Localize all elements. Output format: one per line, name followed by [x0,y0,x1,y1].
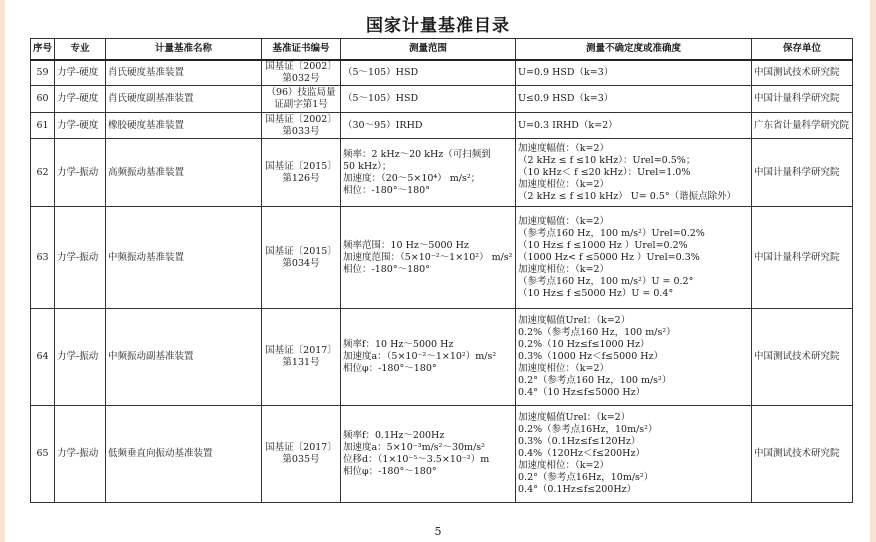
row-range [341,309,516,406]
row-range-line: 频率范围：10 Hz～5000 Hz [343,239,469,251]
row-cert [262,309,341,406]
row-custodian: 中国计量科学研究院 [752,139,853,207]
row-cert [262,207,341,309]
table-row [31,207,853,309]
row-field: 力学-硬度 [55,113,106,139]
row-cert-line: 第035号 [282,454,320,465]
page-edge-left [0,0,5,542]
row-uncertainty [516,113,752,139]
header-unit: 保存单位 [752,39,853,61]
row-cert-line: 国基证〔2002〕 [265,61,337,72]
row-number: 62 [31,139,55,207]
table-row [31,86,853,113]
row-number: 61 [31,113,55,139]
row-uncertainty-line: 0.4%（120Hz＜f≤200Hz） [518,448,645,459]
row-field: 力学-硬度 [55,60,106,86]
row-range-line: 加速度a：（5×10⁻²～1×10²）m/s² [343,351,497,362]
row-range-line: 位移d：（1×10⁻⁵～3.5×10⁻²）m [343,454,490,465]
row-uncertainty-line: 加速度幅值：（k=2） [518,215,610,227]
row-uncertainty [516,86,752,113]
page-number: 5 [434,525,442,538]
row-number: 63 [31,207,55,309]
row-cert-line: 第033号 [282,125,320,137]
row-cert [262,406,341,503]
row-standard-name: 高频振动基准装置 [106,139,262,207]
row-range-line: 加速度范围：（5×10⁻²～1×10²） m/s² [343,251,513,263]
row-custodian: 广东省计量科学研究院 [752,113,853,139]
row-uncertainty-line: （2 kHz ≤ f ≤10 kHz）：Urel=0.5%； [518,154,696,166]
row-field: 力学-振动 [55,207,106,309]
row-cert [262,139,341,207]
row-cert-line: （96）技监局量 [266,87,336,98]
header-field: 专业 [55,39,106,61]
row-uncertainty-line: 0.4°（0.1Hz≤f≤200Hz） [518,484,637,495]
row-custodian: 中国测试技术研究院 [752,406,853,503]
row-range-line: 加速度a：5×10⁻³m/s²～30m/s² [343,442,485,453]
row-range [341,86,516,113]
row-standard-name: 肖氏硬度基准装置 [106,60,262,86]
row-uncertainty [516,207,752,309]
row-range-line: 频率f：10 Hz～5000 Hz [343,339,454,350]
row-uncertainty-line: 加速度相位：（k=2） [518,460,610,471]
row-uncertainty-line: 加速度相位：（k=2） [518,178,610,190]
row-uncertainty-line: 加速度相位：（k=2） [518,363,610,374]
row-uncertainty-line: 0.2%（参考点16Hz，10m/s²） [518,424,658,435]
header-uncertainty: 测量不确定度或准确度 [516,39,752,61]
row-cert-line: 国基证〔2002〕 [265,113,337,125]
row-range [341,207,516,309]
row-cert [262,86,341,113]
row-custodian: 中国计量科学研究院 [752,207,853,309]
row-uncertainty-line: （参考点160 Hz，100 m/s²）Urel=0.2% [518,227,705,239]
row-standard-name: 肖氏硬度副基准装置 [106,86,262,113]
row-standard-name: 中频振动基准装置 [106,207,262,309]
standards-table [30,38,853,503]
row-uncertainty-line: 0.3%（1000 Hz＜f≤5000 Hz） [518,351,664,362]
row-number: 60 [31,86,55,113]
row-custodian: 中国计量科学研究院 [752,86,853,113]
row-cert-line: 国基证〔2015〕 [265,160,337,172]
row-standard-name: 中频振动副基准装置 [106,309,262,406]
row-range [341,139,516,207]
row-cert-line: 第126号 [282,172,320,184]
row-uncertainty-line: （10 kHz＜ f ≤20 kHz）：Urel=1.0% [518,166,691,178]
row-range-line: 加速度：（20～5×10⁴） m/s²； [343,172,481,184]
row-cert-line: 第032号 [282,73,320,84]
row-number: 65 [31,406,55,503]
row-cert-line: 国基证〔2015〕 [265,245,337,257]
row-uncertainty-line: （1000 Hz< f ≤5000 Hz ）Urel=0.3% [518,251,700,263]
table-row [31,406,853,503]
row-uncertainty [516,309,752,406]
row-range-line: 频率f：0.1Hz～200Hz [343,430,445,441]
row-cert-line: 第131号 [282,357,320,368]
row-range-line: （5～105）HSD [343,93,419,104]
row-range-line: 频率：2 kHz～20 kHz（可扫频到 [343,148,491,160]
row-field: 力学-振动 [55,139,106,207]
row-uncertainty-line: 0.3%（0.1Hz≤f≤120Hz） [518,436,641,447]
row-uncertainty-line: 0.2%（参考点160 Hz，100 m/s²） [518,327,676,338]
row-uncertainty-line: 0.2%（10 Hz≤f≤1000 Hz） [518,339,650,350]
row-cert-line: 第034号 [282,257,320,269]
table-row [31,60,853,86]
row-number: 59 [31,60,55,86]
row-custodian: 中国测试技术研究院 [752,60,853,86]
row-range-line: （30～95）IRHD [343,119,423,131]
row-field: 力学-硬度 [55,86,106,113]
page-edge-right [870,0,876,542]
row-uncertainty [516,139,752,207]
row-range-line: 相位φ：-180°～180° [343,363,437,374]
row-uncertainty-line: 加速度相位：（k=2） [518,263,610,275]
row-uncertainty-line: （10 Hz≤ f ≤1000 Hz ）Urel=0.2% [518,239,688,251]
row-range-line: 50 kHz）； [343,160,392,172]
page-title: 国家计量基准目录 [366,16,510,36]
row-range-line: 相位：-180°～180° [343,263,430,275]
row-uncertainty-line: 0.2°（参考点16Hz，10m/s²） [518,472,654,483]
row-uncertainty-line: （2 kHz ≤ f ≤10 kHz） U= 0.5°（谐振点除外） [518,190,737,202]
row-uncertainty-line: 加速度幅值Urel：（k=2） [518,412,631,423]
row-uncertainty-line: 加速度幅值：（k=2） [518,142,610,154]
row-uncertainty-line: U=0.9 HSD（k=3） [518,67,614,78]
row-range [341,113,516,139]
row-custodian: 中国测试技术研究院 [752,309,853,406]
row-uncertainty-line: （10 Hz≤ f ≤5000 Hz）U = 0.4° [518,287,674,299]
table-row [31,309,853,406]
header-cert: 基准证书编号 [262,39,341,61]
row-uncertainty-line: （参考点160 Hz，100 m/s²）U = 0.2° [518,275,694,287]
row-field: 力学-振动 [55,309,106,406]
row-standard-name: 橡胶硬度基准装置 [106,113,262,139]
row-cert [262,60,341,86]
header-name: 计量基准名称 [106,39,262,61]
row-range [341,60,516,86]
table-row [31,139,853,207]
table-row [31,113,853,139]
row-uncertainty [516,406,752,503]
row-range-line: 相位：-180°～180° [343,184,430,196]
row-uncertainty-line: 0.2°（参考点160 Hz，100 m/s²） [518,375,672,386]
row-number: 64 [31,309,55,406]
row-uncertainty-line: 加速度幅值Urel：（k=2） [518,315,631,326]
row-cert-line: 国基证〔2017〕 [265,442,337,453]
header-range: 测量范围 [341,39,516,61]
row-uncertainty-line: U≤0.9 HSD（k=3） [518,93,614,104]
row-range [341,406,516,503]
row-cert-line: 国基证〔2017〕 [265,345,337,356]
header-no: 序号 [31,39,55,61]
table-header-row [31,39,853,61]
row-cert-line: 证副字第1号 [274,99,328,110]
row-range-line: 相位φ：-180°～180° [343,466,437,477]
row-uncertainty [516,60,752,86]
row-field: 力学-振动 [55,406,106,503]
row-range-line: （5～105）HSD [343,67,419,78]
row-standard-name: 低频垂直向振动基准装置 [106,406,262,503]
row-cert [262,113,341,139]
row-uncertainty-line: 0.4°（10 Hz≤f≤5000 Hz） [518,387,646,398]
row-uncertainty-line: U=0.3 IRHD（k=2） [518,119,618,131]
